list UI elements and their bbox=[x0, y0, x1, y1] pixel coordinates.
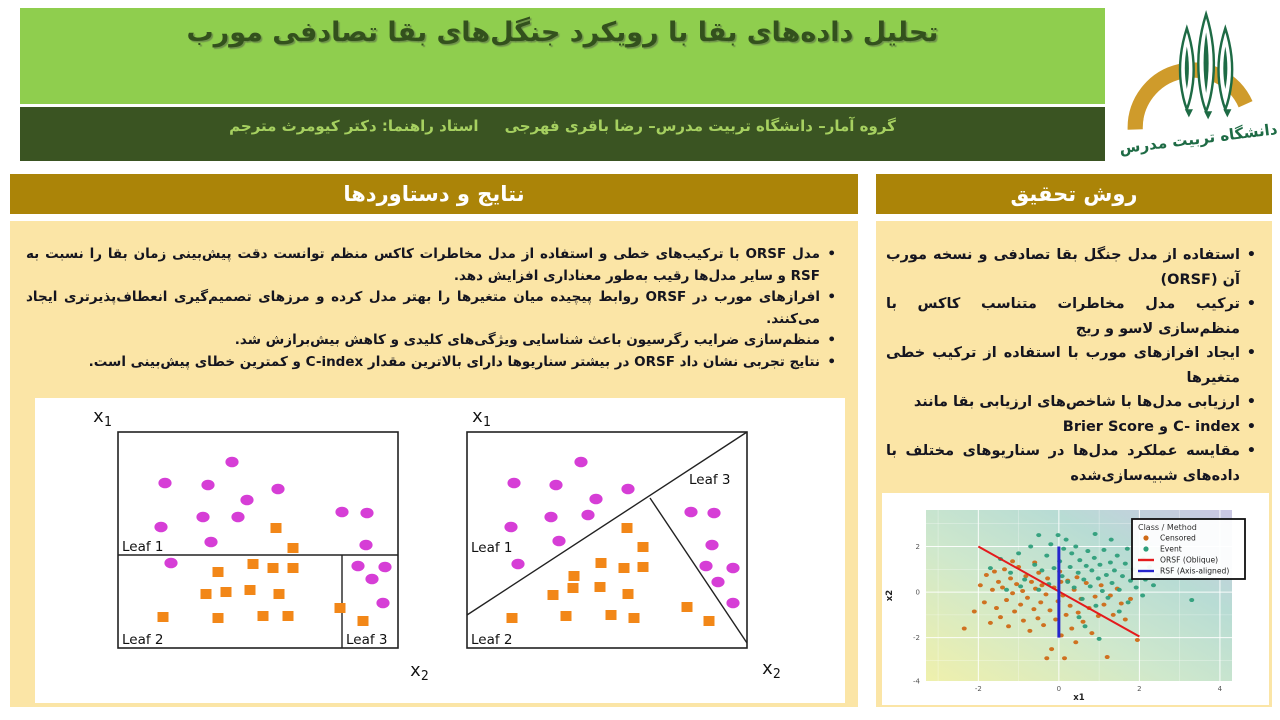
legend-label: RSF (Axis-aligned) bbox=[1160, 566, 1230, 576]
class-circle-marker bbox=[726, 563, 739, 574]
data-point bbox=[1008, 571, 1013, 575]
data-point bbox=[1048, 608, 1053, 612]
title-banner bbox=[20, 8, 1105, 104]
data-point bbox=[1045, 576, 1050, 580]
class-circle-marker bbox=[552, 536, 565, 547]
class-circle-marker bbox=[158, 478, 171, 489]
affiliation-text: گروه آمار– دانشگاه تربیت مدرس– رضا باقری فهرجی استاد راهنما: دکتر کیومرث مترجم bbox=[229, 117, 896, 135]
class-circle-marker bbox=[589, 494, 602, 505]
data-point bbox=[998, 615, 1003, 619]
logo-calligraphy-text: دانشگاه تربیت مدرس bbox=[1118, 120, 1279, 158]
data-point bbox=[1002, 567, 1007, 571]
data-point bbox=[1035, 616, 1040, 620]
data-point bbox=[1068, 604, 1073, 608]
class-circle-marker bbox=[335, 507, 348, 518]
data-point bbox=[1108, 560, 1113, 564]
results-panel-body bbox=[10, 221, 858, 707]
data-point bbox=[1089, 631, 1094, 635]
data-point bbox=[1189, 598, 1194, 602]
data-point bbox=[1073, 544, 1078, 548]
class-circle-marker bbox=[201, 480, 214, 491]
class-circle-marker bbox=[705, 540, 718, 551]
class-circle-marker bbox=[225, 457, 238, 468]
class-square-marker bbox=[271, 523, 282, 533]
data-point bbox=[1044, 554, 1049, 558]
class-circle-marker bbox=[726, 598, 739, 609]
class-square-marker bbox=[638, 542, 649, 552]
x-tick-label: 2 bbox=[1137, 685, 1142, 693]
x-tick-label: 0 bbox=[1056, 685, 1062, 693]
data-point bbox=[1018, 603, 1023, 607]
data-point bbox=[1081, 578, 1086, 582]
axis-label-x2: $x_2$ bbox=[410, 660, 429, 684]
class-circle-marker bbox=[511, 559, 524, 570]
tree-partition-figure bbox=[35, 398, 845, 703]
data-point bbox=[1073, 640, 1078, 644]
data-point bbox=[1074, 575, 1079, 579]
data-point bbox=[1072, 586, 1077, 590]
legend bbox=[1132, 519, 1245, 579]
data-point bbox=[1123, 562, 1128, 566]
data-point bbox=[1125, 547, 1130, 551]
class-square-marker bbox=[358, 616, 369, 626]
data-point bbox=[1119, 601, 1124, 605]
data-point bbox=[1128, 597, 1133, 601]
class-square-marker bbox=[629, 613, 640, 623]
class-circle-marker bbox=[240, 495, 253, 506]
class-circle-marker bbox=[359, 540, 372, 551]
data-point bbox=[1032, 563, 1037, 567]
data-point bbox=[1069, 551, 1074, 555]
data-point bbox=[1062, 656, 1067, 660]
axis-label-x1: $x_1$ bbox=[472, 406, 491, 430]
data-point bbox=[1081, 620, 1086, 624]
data-point bbox=[1100, 589, 1105, 593]
data-point bbox=[1134, 586, 1139, 590]
leaf-label: Leaf 1 bbox=[471, 540, 513, 556]
class-square-marker bbox=[335, 603, 346, 613]
class-square-marker bbox=[704, 616, 715, 626]
data-point bbox=[1000, 586, 1005, 590]
class-square-marker bbox=[507, 613, 518, 623]
class-circle-marker bbox=[507, 478, 520, 489]
data-point bbox=[1135, 638, 1140, 642]
data-point bbox=[1077, 558, 1082, 562]
method-bullet-list bbox=[886, 243, 1260, 488]
data-point bbox=[1064, 613, 1069, 617]
partition-diagram bbox=[467, 432, 747, 648]
legend-label: Censored bbox=[1160, 533, 1196, 543]
x-tick-label: 4 bbox=[1217, 685, 1223, 693]
data-point bbox=[1110, 581, 1115, 585]
data-point bbox=[1151, 583, 1156, 587]
class-square-marker bbox=[248, 559, 259, 569]
class-square-marker bbox=[569, 571, 580, 581]
bullet-item: • نتایج تجربی نشان داد ORSF در بیشتر سناریوها دارای بالاترین مقدار C-index و کمترین خطای پیش‌بینی است. bbox=[26, 352, 840, 374]
axis-label-x2: $x_2$ bbox=[762, 658, 781, 682]
data-point bbox=[1004, 588, 1009, 592]
leaf-label: Leaf 3 bbox=[346, 632, 388, 648]
data-point bbox=[1120, 574, 1125, 578]
bullet-item: • استفاده از مدل جنگل بقا تصادفی و نسخه مورب آن (ORSF) bbox=[886, 243, 1260, 292]
x-axis-title: x1 bbox=[1073, 693, 1085, 703]
data-point bbox=[1097, 637, 1102, 641]
legend-label: ORSF (Oblique) bbox=[1160, 555, 1219, 565]
class-circle-marker bbox=[351, 561, 364, 572]
class-square-marker bbox=[638, 562, 649, 572]
data-point bbox=[962, 627, 967, 631]
data-point bbox=[1065, 580, 1070, 584]
data-point bbox=[1031, 607, 1036, 611]
data-point bbox=[1105, 655, 1110, 659]
data-point bbox=[1084, 564, 1089, 568]
poster-title: تحلیل داده‌های بقا با رویکرد جنگل‌های بقا تصادفی مورب bbox=[186, 17, 939, 48]
data-point bbox=[1104, 573, 1109, 577]
data-point bbox=[1093, 532, 1098, 536]
bullet-item: • مدل ORSF با ترکیب‌های خطی و استفاده از مدل مخاطرات کاکس منظم توانست دقت پیش‌بینی زمان بقا را نسبت به RSF و سایر مدل‌ها رقیب به‌طور معناداری افزایش دهد. bbox=[26, 244, 840, 287]
data-point bbox=[1029, 580, 1034, 584]
leaf-label: Leaf 1 bbox=[122, 539, 164, 555]
data-point bbox=[1014, 582, 1019, 586]
data-point bbox=[1085, 549, 1090, 553]
data-point bbox=[1101, 548, 1106, 552]
class-square-marker bbox=[258, 611, 269, 621]
leaf-label: Leaf 3 bbox=[689, 472, 731, 488]
class-square-marker bbox=[221, 587, 232, 597]
class-circle-marker bbox=[684, 507, 697, 518]
data-point bbox=[1020, 589, 1025, 593]
class-circle-marker bbox=[164, 558, 177, 569]
university-logo-icon bbox=[1118, 6, 1280, 168]
data-point bbox=[982, 600, 987, 604]
class-square-marker bbox=[619, 563, 630, 573]
y-axis-title: x2 bbox=[885, 589, 895, 602]
class-circle-marker bbox=[544, 512, 557, 523]
data-point bbox=[1025, 596, 1030, 600]
leaf-label: Leaf 2 bbox=[122, 632, 164, 648]
class-circle-marker bbox=[621, 484, 634, 495]
bullet-item: • ایجاد افرازهای مورب با استفاده از ترکیب خطی متغیرها bbox=[886, 341, 1260, 390]
data-point bbox=[1101, 603, 1106, 607]
class-square-marker bbox=[288, 563, 299, 573]
data-point bbox=[1016, 551, 1021, 555]
data-point bbox=[1068, 565, 1073, 569]
class-circle-marker bbox=[378, 562, 391, 573]
data-point bbox=[1036, 588, 1041, 592]
data-point bbox=[1117, 588, 1122, 592]
class-square-marker bbox=[682, 602, 693, 612]
y-tick-label: -4 bbox=[913, 677, 920, 686]
data-point bbox=[1089, 568, 1094, 572]
data-point bbox=[1008, 576, 1013, 580]
data-point bbox=[988, 621, 993, 625]
y-tick-label: -2 bbox=[913, 634, 920, 643]
class-square-marker bbox=[596, 558, 607, 568]
bullet-item: • C- index و Brier Score bbox=[886, 415, 1260, 440]
class-square-marker bbox=[561, 611, 572, 621]
data-point bbox=[1004, 598, 1009, 602]
data-point bbox=[972, 609, 977, 613]
data-point bbox=[1018, 584, 1023, 588]
data-point bbox=[1028, 544, 1033, 548]
data-point bbox=[1022, 578, 1027, 582]
data-point bbox=[1039, 568, 1044, 572]
class-square-marker bbox=[283, 611, 294, 621]
class-square-marker bbox=[201, 589, 212, 599]
data-point bbox=[1126, 600, 1131, 604]
data-point bbox=[1064, 538, 1069, 542]
data-point bbox=[992, 570, 997, 574]
data-point bbox=[990, 588, 995, 592]
results-panel-header bbox=[10, 174, 858, 214]
data-point bbox=[1109, 538, 1114, 542]
data-point bbox=[1056, 533, 1061, 537]
class-circle-marker bbox=[271, 484, 284, 495]
legend-label: Event bbox=[1160, 544, 1182, 554]
data-point bbox=[978, 583, 983, 587]
data-point bbox=[1036, 533, 1041, 537]
data-point bbox=[1027, 629, 1032, 633]
data-point bbox=[994, 606, 999, 610]
data-point bbox=[1061, 547, 1066, 551]
data-point bbox=[1140, 594, 1145, 598]
class-square-marker bbox=[274, 589, 285, 599]
data-point bbox=[1123, 617, 1128, 621]
affiliation-banner bbox=[20, 107, 1105, 161]
data-point bbox=[1043, 592, 1048, 596]
data-point bbox=[1117, 609, 1122, 613]
class-circle-marker bbox=[574, 457, 587, 468]
legend-marker bbox=[1143, 546, 1148, 551]
y-tick-label: 2 bbox=[915, 542, 920, 551]
data-point bbox=[1076, 571, 1081, 575]
data-point bbox=[1048, 542, 1053, 546]
data-point bbox=[1041, 623, 1046, 627]
leaf-label: Leaf 2 bbox=[471, 632, 513, 648]
data-point bbox=[1012, 609, 1017, 613]
bullet-item: • افرازهای مورب در ORSF روابط پیچیده میان متغیرها را بهتر مدل کرده و مرزهای تصمیم‌گیری انعطاف‌پذیرتری ایجاد می‌کنند. bbox=[26, 287, 840, 330]
data-point bbox=[1097, 563, 1102, 567]
class-square-marker bbox=[606, 610, 617, 620]
class-square-marker bbox=[595, 582, 606, 592]
data-point bbox=[1006, 624, 1011, 628]
data-point bbox=[1069, 627, 1074, 631]
class-square-marker bbox=[568, 583, 579, 593]
data-point bbox=[1044, 656, 1049, 660]
data-point bbox=[1105, 596, 1110, 600]
class-square-marker bbox=[288, 543, 299, 553]
university-logo bbox=[1118, 6, 1280, 168]
data-point bbox=[1076, 611, 1081, 615]
data-point bbox=[1088, 584, 1093, 588]
class-circle-marker bbox=[504, 522, 517, 533]
axis-label-x1: $x_1$ bbox=[93, 406, 112, 430]
data-point bbox=[988, 566, 993, 570]
tree-partition-diagrams bbox=[35, 398, 845, 703]
legend-title: Class / Method bbox=[1138, 523, 1197, 532]
class-square-marker bbox=[268, 563, 279, 573]
data-point bbox=[1052, 566, 1057, 570]
method-panel-title: روش تحقیق bbox=[1010, 182, 1138, 206]
class-circle-marker bbox=[581, 510, 594, 521]
data-point bbox=[1112, 568, 1117, 572]
class-circle-marker bbox=[699, 561, 712, 572]
class-circle-marker bbox=[549, 480, 562, 491]
data-point bbox=[984, 573, 989, 577]
class-circle-marker bbox=[154, 522, 167, 533]
class-circle-marker bbox=[376, 598, 389, 609]
class-circle-marker bbox=[204, 537, 217, 548]
class-circle-marker bbox=[365, 574, 378, 585]
data-point bbox=[1080, 597, 1085, 601]
class-circle-marker bbox=[711, 577, 724, 588]
data-point bbox=[1093, 595, 1098, 599]
scatter-plot bbox=[882, 493, 1269, 705]
class-circle-marker bbox=[707, 508, 720, 519]
data-point bbox=[1084, 581, 1089, 585]
bullet-item: • ارزیابی مدل‌ها با شاخص‌های ارزیابی بقا مانند bbox=[886, 390, 1260, 415]
legend-marker bbox=[1143, 535, 1148, 540]
x-tick-label: -2 bbox=[974, 685, 982, 693]
class-square-marker bbox=[622, 523, 633, 533]
method-panel-header bbox=[876, 174, 1272, 214]
bullet-item: • مقایسه عملکرد مدل‌ها در سناریوهای مختلف با داده‌های شبیه‌سازی‌شده bbox=[886, 439, 1260, 488]
method-panel-body bbox=[876, 221, 1272, 707]
class-square-marker bbox=[548, 590, 559, 600]
class-square-marker bbox=[213, 567, 224, 577]
class-circle-marker bbox=[196, 512, 209, 523]
class-square-marker bbox=[245, 585, 256, 595]
data-point bbox=[1038, 600, 1043, 604]
data-point bbox=[1093, 604, 1098, 608]
bullet-item: • ترکیب مدل مخاطرات متناسب کاکس با منظم‌سازی لاسو و ریج bbox=[886, 292, 1260, 341]
class-circle-marker bbox=[360, 508, 373, 519]
data-point bbox=[996, 580, 1001, 584]
scatter-figure bbox=[882, 493, 1269, 705]
bullet-item: • منظم‌سازی ضرایب رگرسیون باعث شناسایی ویژگی‌های کلیدی و کاهش بیش‌برازش شد. bbox=[26, 330, 840, 352]
data-point bbox=[1096, 576, 1101, 580]
class-circle-marker bbox=[231, 512, 244, 523]
class-square-marker bbox=[623, 589, 634, 599]
data-point bbox=[1115, 554, 1120, 558]
data-point bbox=[1010, 559, 1015, 563]
data-point bbox=[1111, 613, 1116, 617]
data-point bbox=[1092, 556, 1097, 560]
data-point bbox=[1083, 624, 1088, 628]
data-point bbox=[1021, 619, 1026, 623]
partition-diagram bbox=[118, 432, 398, 648]
data-point bbox=[1049, 647, 1054, 651]
class-square-marker bbox=[213, 613, 224, 623]
data-point bbox=[1010, 591, 1015, 595]
data-point bbox=[1077, 615, 1082, 619]
class-square-marker bbox=[158, 612, 169, 622]
data-point bbox=[1099, 583, 1104, 587]
y-tick-label: 0 bbox=[915, 588, 920, 597]
results-panel-title: نتایج و دستاوردها bbox=[343, 182, 525, 206]
results-bullet-list bbox=[26, 244, 840, 373]
